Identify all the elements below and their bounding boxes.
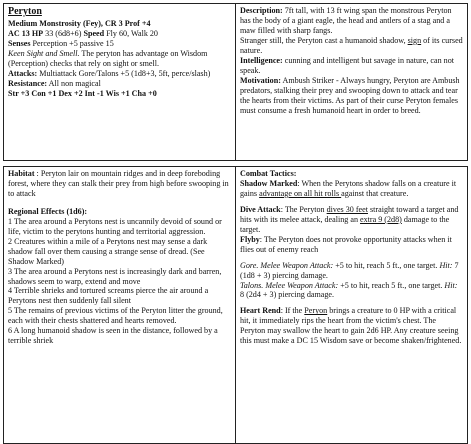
ac-value: 13 xyxy=(21,29,30,39)
talons-type: Melee Weapon Attack: xyxy=(263,280,339,290)
trait-line xyxy=(8,49,231,69)
ability-scores: Str +3 Con +1 Dex +2 Int -1 Wis +1 Cha +0 xyxy=(8,88,157,98)
shadow-text-underlined: sign xyxy=(407,35,422,45)
senses-value: Perception +5 passive 15 xyxy=(32,39,114,49)
statblock-sheet xyxy=(3,3,468,444)
heart-rend-line xyxy=(240,306,463,346)
habitat-label: Habitat xyxy=(8,169,35,178)
talons-attack xyxy=(240,281,463,301)
habitat-line xyxy=(8,169,231,199)
creature-name: Peryton xyxy=(8,6,42,17)
dive-text-underlined-2: extra 9 (2d8) xyxy=(360,214,402,224)
dive-text-b: straight toward a target and hits with its melee attack, dealing an xyxy=(240,204,459,224)
speed-label: Speed xyxy=(83,29,105,39)
intelligence-line xyxy=(240,56,463,76)
dive-text-underlined-1: dives 30 feet xyxy=(326,204,368,214)
gore-attack xyxy=(240,261,463,281)
gore-text-b: 7 (1d8 + 3) piercing damage. xyxy=(240,260,459,280)
shadow-text-a: Stranger still, the Peryton cast a humanoid shadow, xyxy=(240,35,408,45)
description-line xyxy=(240,6,463,36)
trait-text: The peryton has advantage on Wisdom (Perception) checks that rely on sight or smell. xyxy=(8,49,208,69)
speed-value: Fly 60, Walk 20 xyxy=(106,29,158,39)
motivation-label: Motivation: xyxy=(240,75,281,85)
regional-effect-3: 3 The area around a Perytons nest is increasingly dark and barren, shadows seem to warp, extend and move xyxy=(8,266,222,286)
habitat-text: : Peryton lair on mountain ridges and in deep foreboding forest, where they can stalk their prey from high before swooping in to attack xyxy=(8,169,229,198)
shadow-marked-label: Shadow Marked xyxy=(240,178,298,188)
senses-line xyxy=(8,39,231,49)
ac-label: AC xyxy=(8,29,20,39)
hp-label: HP xyxy=(31,29,44,39)
dive-text-a: : The Peryton xyxy=(280,204,327,214)
regional-effect-5: 5 The remains of previous victims of the Peryton litter the ground, each with their chests shattered and hearts removed. xyxy=(8,306,223,326)
creature-type: Medium Monstrosity (Fey), CR 3 Prof +4 xyxy=(8,19,151,29)
resistance-value: All non magical xyxy=(47,79,101,89)
hp-value: 33 (6d8+6) xyxy=(45,29,82,39)
flyby-label: Flyby xyxy=(240,234,260,244)
shadow-marked-text-b: against that creature. xyxy=(341,188,409,198)
talons-text-a: +5 to hit, reach 5 ft., one target. xyxy=(338,280,445,290)
shadow-marked-line xyxy=(240,179,463,199)
attacks-label: Attacks: xyxy=(8,69,38,79)
attacks-value: Multiattack Gore/Talons +5 (1d8+3, 5ft, perce/slash) xyxy=(37,69,211,79)
intelligence-text: cunning and intelligent but savage in nature, can not speak. xyxy=(240,55,454,75)
heart-text-b: brings a creature to 0 HP with a critical hit, it immediately rips the heart from the victim's chest. The Peryton may swallow the heart to gain 2d6 HP. Any creature seeing this must make a DC 15 Wisdom save or become shaken/frightened. xyxy=(240,306,462,346)
regional-effect-6: 6 A long humanoid shadow is seen in the distance, followed by a terrible shriek xyxy=(8,326,218,346)
regional-effect-1: 1 The area around a Perytons nest is uncannily devoid of sound or life, victim to the perytons hunting and territorial aggression. xyxy=(8,216,222,236)
dive-attack-line xyxy=(240,205,463,235)
regional-effect-4: 4 Terrible shrieks and tortured screams pierce the air around a Perytons nest then suddenly fall silent xyxy=(8,286,209,306)
flyby-text: : The Peryton does not provoke opportunity attacks when it flies out of enemy reach xyxy=(240,234,452,254)
attacks-line xyxy=(8,69,231,79)
description-label: Description: xyxy=(240,6,283,15)
resistance-label: Resistance: xyxy=(8,79,48,89)
description-text: 7ft tall, with 13 ft wing span the monstrous Peryton has the body of a giant eagle, the head and antlers of a stag and a maw filled with sharp fangs. xyxy=(240,6,452,35)
trait-name: Keen Sight and Smell. xyxy=(8,49,80,59)
heart-rend-label: Heart Rend xyxy=(240,306,281,316)
gore-type: Melee Weapon Attack: xyxy=(258,260,334,270)
heart-text-a: : If the xyxy=(280,306,305,316)
talons-hit-label: Hit: xyxy=(444,280,458,290)
regional-effect-2: 2 Creatures within a mile of a Perytons nest may sense a dark shadow fall over them causing a strange sense of dread. (See Shadow Marked) xyxy=(8,236,208,266)
shadow-text-b: of its cursed nature. xyxy=(240,35,463,55)
shadow-description xyxy=(240,36,463,56)
combat-panel xyxy=(235,166,468,444)
shadow-marked-text-a: : When the Perytons shadow falls on a creature it gains xyxy=(240,178,457,198)
stat-panel xyxy=(3,3,236,161)
habitat-panel xyxy=(3,166,236,444)
motivation-line xyxy=(240,76,463,116)
resistance-line xyxy=(8,79,231,89)
gore-hit-label: Hit: xyxy=(439,260,453,270)
dive-attack-label: Dive Attack xyxy=(240,204,281,214)
heart-text-underlined: Peryon xyxy=(304,306,328,316)
senses-label: Senses xyxy=(8,39,31,49)
dive-text-c: damage to the target. xyxy=(240,214,450,234)
shadow-marked-text-underlined: advantage on all hit rolls xyxy=(259,188,342,198)
ac-hp-speed-line xyxy=(8,29,231,39)
description-panel xyxy=(235,3,468,161)
flyby-line xyxy=(240,235,463,255)
gore-name: Gore. xyxy=(240,260,259,270)
combat-title: Combat Tactics: xyxy=(240,169,297,178)
talons-text-b: 8 (2d4 + 3) piercing damage. xyxy=(240,290,335,300)
regional-effects-title: Regional Effects (1d6): xyxy=(8,206,88,216)
gore-text-a: +5 to hit, reach 5 ft., one target. xyxy=(333,260,440,270)
intelligence-label: Intelligence: xyxy=(240,55,283,65)
motivation-text: Ambush Striker - Always hungry, Peryton are Ambush predators, stalking their prey and swooping down to attack and tear the hearts from their victims. As part of their curse Peryton females must consume a fresh humanoid heart in order to breed. xyxy=(240,75,460,115)
talons-name: Talons. xyxy=(240,280,264,290)
